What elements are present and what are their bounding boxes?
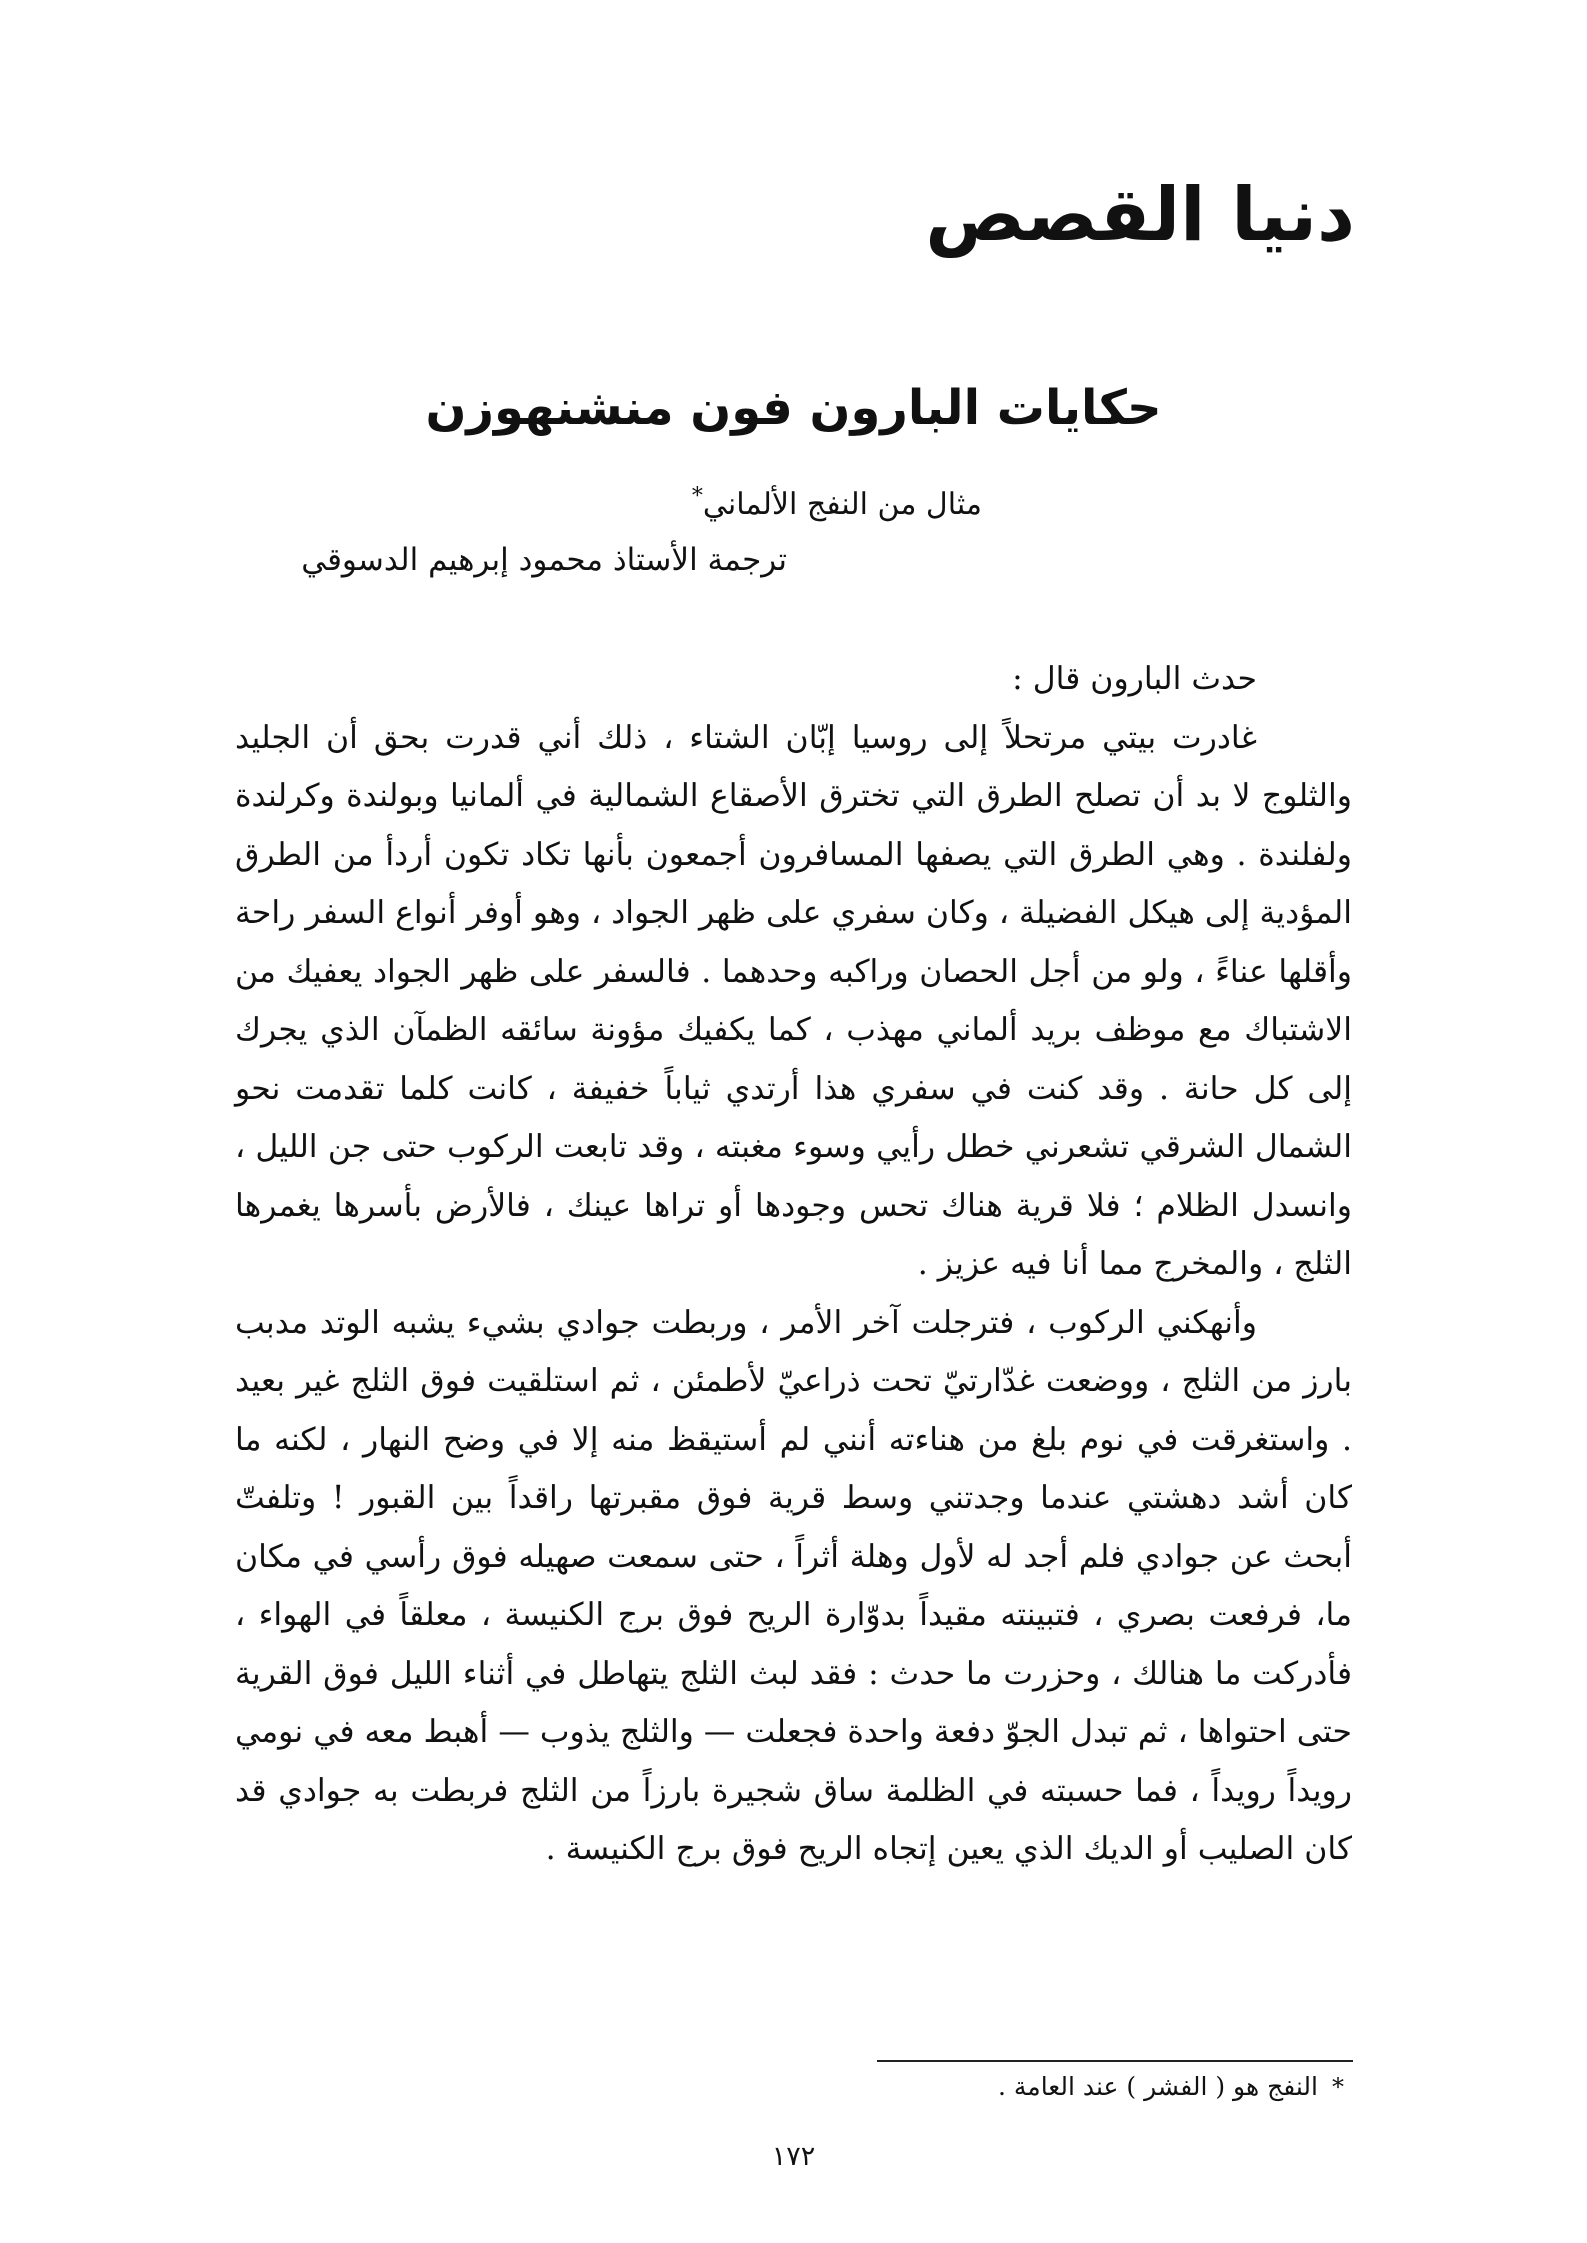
story-title: حكايات البارون فون منشنهوزن — [425, 380, 1162, 436]
subtitle-text: مثال من النفج الألماني — [702, 487, 982, 522]
paragraph-opening: حدث البارون قال : — [1012, 661, 1257, 697]
translator-credit: ترجمة الأستاذ محمود إبرهيم الدسوقي — [301, 542, 787, 578]
footnote-text: النفج هو ( الفشر ) عند العامة . — [998, 2072, 1318, 2101]
footnote-divider — [877, 2060, 1353, 2062]
footnote-marker: * — [691, 484, 703, 509]
section-title: دنيا القصص — [925, 172, 1355, 258]
story-body — [235, 650, 1352, 1879]
story-subtitle — [692, 484, 982, 523]
footnote-marker-symbol: * — [1332, 2073, 1344, 2101]
paragraph-churchyard: وأنهكني الركوب ، فترجلت آخر الأمر ، وربطت جوادي بشيء يشبه الوتد مدبب بارز من الثلج ، ووضعت غدّارتيّ تحت ذراعيّ لأطمئن ، ثم استلقيت فوق الثلج غير بعيد . واستغرقت في نوم بلغ من هناءته أنني لم أستيقظ منه إلا في وضح النهار ، لكنه ما كان أشد دهشتي عندما وجدتني وسط قرية فوق مقبرتها راقداً بين القبور ! وتلفتّ أبحث عن جوادي فلم أجد له لأول وهلة أثراً ، حتى سمعت صهيله فوق رأسي في مكان ما، فرفعت بصري ، فتبينته مقيداً بدوّارة الريح فوق برج الكنيسة ، معلقاً في الهواء ، فأدركت ما هنالك ، وحزرت ما حدث : فقد لبث الثلج يتهاطل في أثناء الليل فوق القرية حتى احتواها ، ثم تبدل الجوّ دفعة واحدة فجعلت — والثلج يذوب — أهبط معه في نومي رويداً رويداً ، فما حسبته في الظلمة ساق شجيرة بارزاً من الثلج فربطت به جوادي قد كان الصليب أو الديك الذي يعين إتجاه الريح فوق برج الكنيسة . — [235, 1304, 1352, 1867]
footnote — [998, 2071, 1344, 2104]
page-number: ١٧٢ — [771, 2141, 816, 2172]
paragraph-journey: غادرت بيتي مرتحلاً إلى روسيا إبّان الشتاء ، ذلك أني قدرت بحق أن الجليد والثلوج لا بد أن تصلح الطرق التي تخترق الأصقاع الشمالية في ألمانيا وبولندة وكرلندة ولفلندة . وهي الطرق التي يصفها المسافرون أجمعون بأنها تكاد تكون أردأ من الطرق المؤدية إلى هيكل الفضيلة ، وكان سفري على ظهر الجواد ، وهو أوفر أنواع السفر راحة وأقلها عناءً ، ولو من أجل الحصان وراكبه وحدهما . فالسفر على ظهر الجواد يعفيك من الاشتباك مع موظف بريد ألماني مهذب ، كما يكفيك مؤونة سائقه الظمآن الذي يجرك إلى كل حانة . وقد كنت في سفري هذا أرتدي ثياباً خفيفة ، كانت كلما تقدمت نحو الشمال الشرقي تشعرني خطل رأيي وسوء مغبته ، وقد تابعت الركوب حتى جن الليل ، وانسدل الظلام ؛ فلا قرية هناك تحس وجودها أو تراها عينك ، فالأرض بأسرها يغمرها الثلج ، والمخرج مما أنا فيه عزيز . — [235, 719, 1352, 1282]
